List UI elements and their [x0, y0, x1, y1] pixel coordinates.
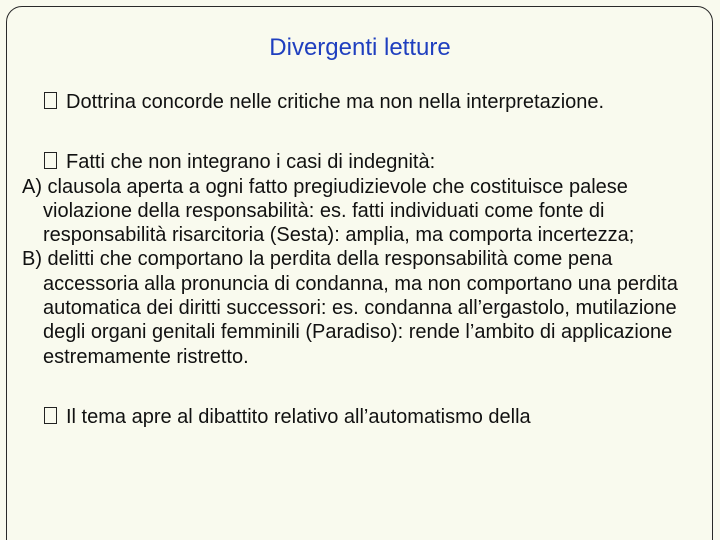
- bullet-item: [44, 405, 694, 429]
- hollow-square-bullet-icon: [44, 92, 57, 109]
- slide-title: Divergenti letture: [269, 34, 451, 61]
- bullet-item: [44, 150, 694, 174]
- sub-list: [22, 175, 694, 369]
- bullet-item: [44, 90, 694, 114]
- hollow-square-bullet-icon: [44, 152, 57, 169]
- bullet-text: Fatti che non integrano i casi di indegnità:: [66, 151, 436, 174]
- bullet-text: Dottrina concorde nelle critiche ma non nella interpretazione.: [66, 91, 605, 113]
- sub-item: B) delitti che comportano la perdita della responsabilità come pena accessoria alla pronuncia di condanna, ma non comportano una perdita automatica dei diritti successori: es. condanna all’ergastolo, mutilazione degli organi genitali femminili (Paradiso): rende l’ambito di applicazione estremamente ristretto.: [22, 248, 678, 368]
- bullet-text: Il tema apre al dibattito relativo all’automatismo della: [66, 405, 531, 428]
- hollow-square-bullet-icon: [44, 407, 57, 424]
- slide-content: [22, 90, 694, 429]
- sub-item: A) clausola aperta a ogni fatto pregiudizievole che costituisce palese violazione della responsabilità: es. fatti individuati come fonte di responsabilità risarcitoria (Sesta): amplia, ma comporta incertezza;: [22, 175, 635, 247]
